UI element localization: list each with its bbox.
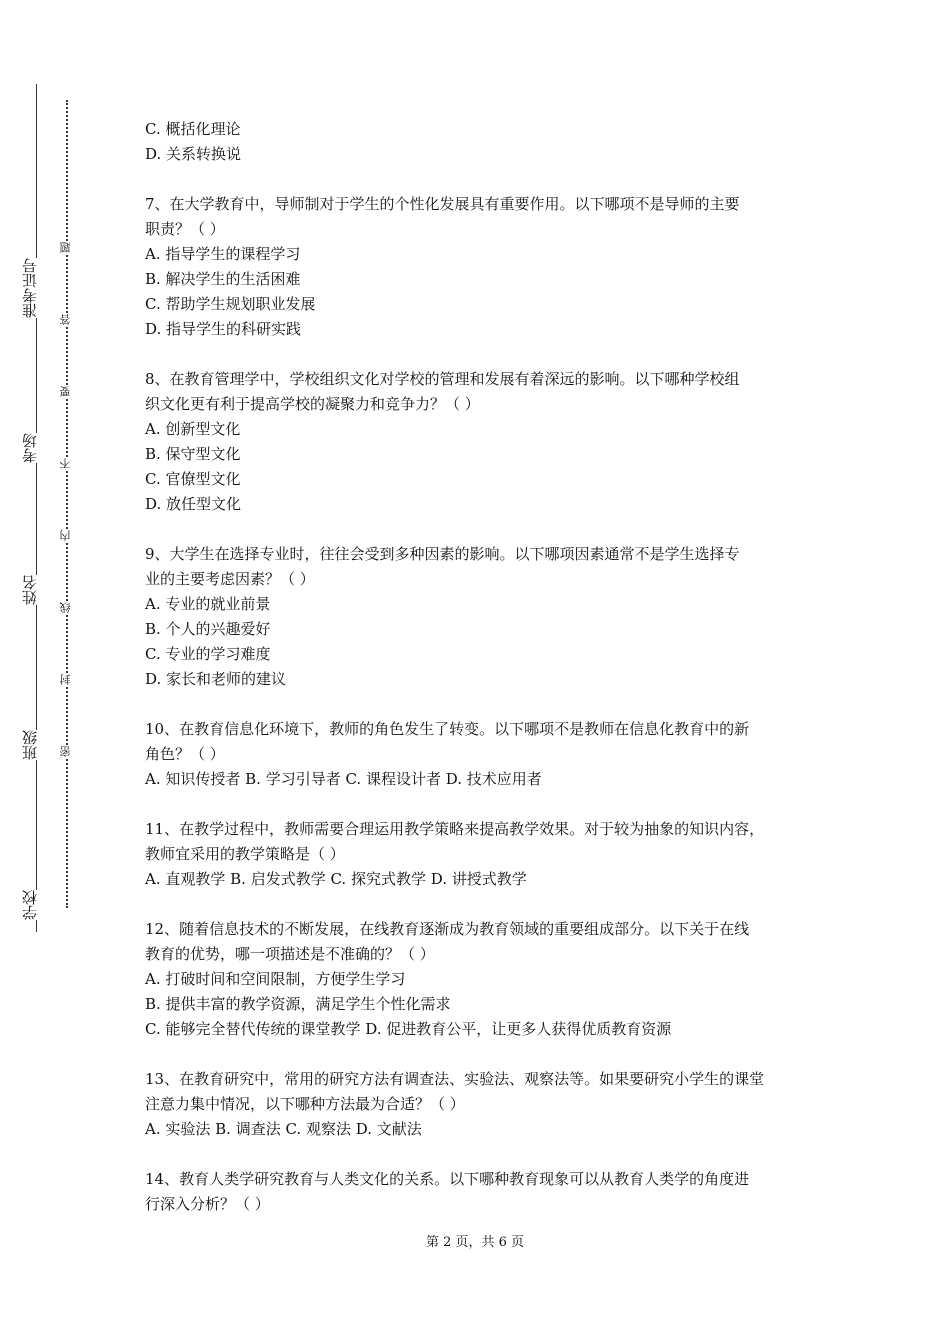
question-list (145, 117, 817, 1217)
question-line: 行深入分析？（ ） (145, 1195, 270, 1213)
field-label-exam-number: 准考证号 (22, 258, 50, 318)
field-label-exam-room: 考场 (22, 433, 50, 463)
question-line: D. 放任型文化 (145, 495, 242, 513)
seal-char: 答 (59, 314, 75, 325)
question-line: A. 指导学生的课程学习 (145, 245, 301, 263)
question-line: A. 知识传授者 B. 学习引导者 C. 课程设计者 D. 技术应用者 (145, 770, 542, 788)
question-line: 12、随着信息技术的不断发展，在线教育逐渐成为教育领域的重要组成部分。以下关于在线 (145, 920, 750, 938)
fill-in-line (36, 84, 37, 932)
seal-char: 封 (59, 674, 75, 685)
question-spacer (145, 1042, 817, 1067)
question-spacer (145, 892, 817, 917)
question-block (145, 1167, 817, 1217)
question-line: 织文化更有利于提高学校的凝聚力和竞争力？（ ） (145, 395, 480, 413)
question-block (145, 817, 817, 892)
question-line: B. 保守型文化 (145, 445, 241, 463)
question-spacer (145, 1142, 817, 1167)
question-line: B. 个人的兴趣爱好 (145, 620, 271, 638)
seal-char: 内 (59, 530, 75, 541)
field-label-school: 学校 (22, 890, 50, 920)
field-label-class: 班级 (22, 730, 50, 760)
question-block (145, 117, 817, 167)
seal-char: 线 (59, 602, 75, 613)
question-line: 8、在教育管理学中，学校组织文化对学校的管理和发展有着深远的影响。以下哪种学校组 (145, 370, 740, 388)
question-line: C. 帮助学生规划职业发展 (145, 295, 316, 313)
question-block (145, 1067, 817, 1142)
question-line: 教师宜采用的教学策略是（ ） (145, 845, 345, 863)
question-line: 职责？（ ） (145, 220, 225, 238)
question-line: 10、在教育信息化环境下，教师的角色发生了转变。以下哪项不是教师在信息化教育中的新 (145, 720, 750, 738)
question-line: C. 专业的学习难度 (145, 645, 271, 663)
question-line: D. 指导学生的科研实践 (145, 320, 302, 338)
question-line: D. 家长和老师的建议 (145, 670, 287, 688)
question-spacer (145, 517, 817, 542)
question-line: C. 官僚型文化 (145, 470, 241, 488)
seal-char: 不 (59, 458, 75, 469)
question-line: 注意力集中情况，以下哪种方法最为合适？（ ） (145, 1095, 465, 1113)
seal-dotted-line (66, 100, 68, 908)
question-line: B. 解决学生的生活困难 (145, 270, 301, 288)
question-line: 9、大学生在选择专业时，往往会受到多种因素的影响。以下哪项因素通常不是学生选择专 (145, 545, 740, 563)
question-block (145, 542, 817, 692)
question-spacer (145, 792, 817, 817)
question-line: 角色？（ ） (145, 745, 225, 763)
question-line: C. 能够完全替代传统的课堂教学 D. 促进教育公平，让更多人获得优质教育资源 (145, 1020, 672, 1038)
question-block (145, 367, 817, 517)
seal-char: 密 (59, 746, 75, 757)
question-block (145, 192, 817, 342)
question-block (145, 717, 817, 792)
question-line: B. 提供丰富的教学资源，满足学生个性化需求 (145, 995, 451, 1013)
question-block (145, 917, 817, 1042)
question-line: A. 专业的就业前景 (145, 595, 271, 613)
question-line: A. 打破时间和空间限制，方便学生学习 (145, 970, 406, 988)
question-line: A. 直观教学 B. 启发式教学 C. 探究式教学 D. 讲授式教学 (145, 870, 527, 888)
question-line: A. 创新型文化 (145, 420, 241, 438)
question-line: C. 概括化理论 (145, 120, 241, 138)
question-line: 14、教育人类学研究教育与人类文化的关系。以下哪种教育现象可以从教育人类学的角度进 (145, 1170, 750, 1188)
question-line: 13、在教育研究中，常用的研究方法有调查法、实验法、观察法等。如果要研究小学生的课堂 (145, 1070, 765, 1088)
field-label-name: 姓名 (22, 575, 50, 605)
question-line: D. 关系转换说 (145, 145, 242, 163)
question-line: 11、在教学过程中，教师需要合理运用教学策略来提高教学效果。对于较为抽象的知识内容， (145, 820, 765, 838)
question-line: 教育的优势，哪一项描述是不准确的？（ ） (145, 945, 435, 963)
question-spacer (145, 167, 817, 192)
question-line: 7、在大学教育中，导师制对于学生的个性化发展具有重要作用。以下哪项不是导师的主要 (145, 195, 740, 213)
question-spacer (145, 692, 817, 717)
seal-char: 要 (59, 386, 75, 397)
binding-margin (0, 0, 110, 1344)
question-spacer (145, 342, 817, 367)
question-line: 业的主要考虑因素？（ ） (145, 570, 315, 588)
question-line: A. 实验法 B. 调查法 C. 观察法 D. 文献法 (145, 1120, 422, 1138)
seal-char: 题 (59, 242, 75, 253)
page-number: 第 2 页，共 6 页 (425, 1235, 525, 1250)
